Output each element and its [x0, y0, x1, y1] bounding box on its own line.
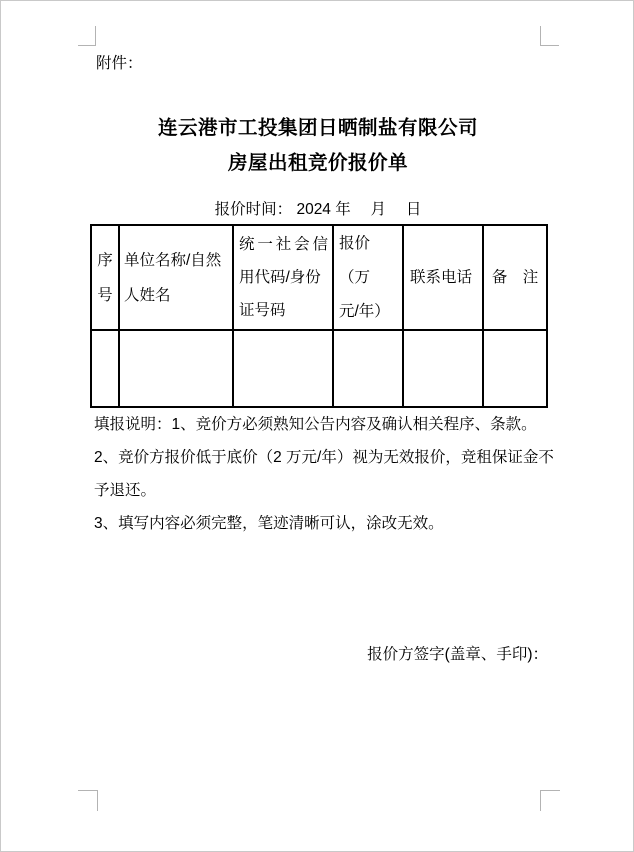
header-cell-phone — [403, 225, 483, 330]
filling-instructions — [94, 408, 554, 540]
table-header-row — [91, 225, 547, 330]
header-cell-credit-code — [233, 225, 333, 330]
header-credit-line3: 证号码 — [239, 302, 286, 319]
header-cell-seq — [91, 225, 119, 330]
header-cell-name — [119, 225, 233, 330]
header-seq-line1: 序 — [97, 251, 113, 269]
header-credit-line2: 用代码/身份 — [239, 269, 321, 286]
crop-mark-bottom-right — [540, 790, 560, 811]
crop-mark-bottom-left — [78, 790, 98, 811]
company-title: 连云港市工投集团日晒制盐有限公司 — [157, 117, 478, 139]
crop-mark-top-right — [540, 26, 559, 46]
header-remark-label: 备 注 — [491, 268, 539, 286]
quote-date-line: 报价时间： 2024 年 月 日 — [214, 201, 422, 218]
entry-cell-phone[interactable] — [403, 330, 483, 407]
bidder-signature-label: 报价方签字(盖章、手印)： — [367, 646, 548, 663]
header-credit-line1: 统一社会信 — [239, 236, 328, 253]
entry-cell-credit-code[interactable] — [233, 330, 333, 407]
header-seq-line2: 号 — [97, 286, 113, 304]
header-price-line2: 元/年） — [339, 302, 390, 320]
header-cell-remark — [483, 225, 547, 330]
crop-mark-top-left — [78, 26, 96, 46]
header-price-line1: 报价（万 — [339, 234, 371, 286]
form-title: 房屋出租竞价报价单 — [227, 152, 408, 174]
header-cell-price — [333, 225, 403, 330]
table-entry-row — [91, 330, 547, 407]
entry-cell-remark[interactable] — [483, 330, 547, 407]
entry-cell-price[interactable] — [333, 330, 403, 407]
instruction-line-1: 填报说明：1、竞价方必须熟知公告内容及确认相关程序、条款。 — [94, 416, 537, 433]
header-phone-label: 联系电话 — [410, 268, 473, 286]
quotation-table — [90, 224, 548, 408]
instruction-line-2: 2、竞价方报价低于底价（2 万元/年）视为无效报价，竞租保证金不 — [94, 449, 554, 466]
entry-cell-seq[interactable] — [91, 330, 119, 407]
header-name-line1: 单位名称/自然 — [124, 251, 222, 269]
instruction-line-3: 予退还。 — [94, 482, 157, 499]
instruction-line-4: 3、填写内容必须完整，笔迹清晰可认，涂改无效。 — [94, 515, 444, 532]
attachment-label: 附件： — [96, 55, 143, 72]
header-name-line2: 人姓名 — [124, 286, 171, 304]
entry-cell-name[interactable] — [119, 330, 233, 407]
